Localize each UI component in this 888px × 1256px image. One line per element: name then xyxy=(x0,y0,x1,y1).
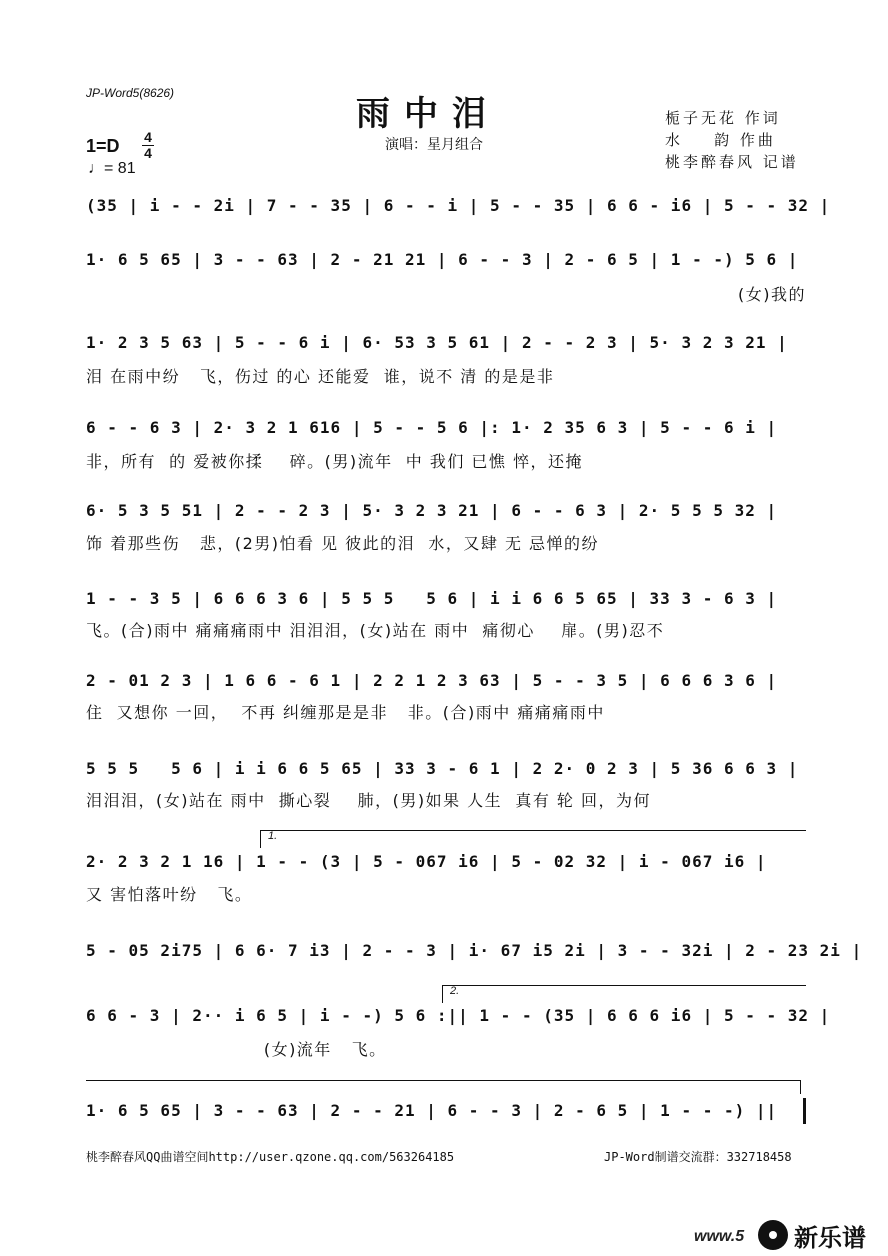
time-signature xyxy=(142,131,154,160)
lyric-row-11: (女)流年 飞。 xyxy=(86,1040,387,1059)
score-row-9: 2· 2 3 2 1 16 | 1 - - (3 | 5 - 067 i6 | 5 - 02 32 | i - 067 i6 | xyxy=(86,852,767,871)
score-row-5: 6· 5 3 5 51 | 2 - - 2 3 | 5· 3 2 3 21 | 6 - - 6 3 | 2· 5 5 5 32 | xyxy=(86,501,778,520)
composer-credit: 水 韵 作曲 xyxy=(665,131,776,149)
software-label: JP-Word5(8626) xyxy=(86,86,175,100)
score-row-7: 2 - 01 2 3 | 1 6 6 - 6 1 | 2 2 1 2 3 63 | 5 - - 3 5 | 6 6 6 3 6 | xyxy=(86,671,778,690)
lyric-row-4: 非，所有 的 爱被你揉 碎。(男)流年 中 我们 已憔 悴，还掩 xyxy=(86,452,584,471)
transcriber-credit: 桃李醉春风 记谱 xyxy=(665,153,799,171)
singer-credit: 演唱：星月组合 xyxy=(385,137,483,153)
lyric-row-9: 又 害怕落叶纷 飞。 xyxy=(86,885,253,904)
score-row-2: 1· 6 5 65 | 3 - - 63 | 2 - 21 21 | 6 - - 3 | 2 - 6 5 | 1 - -) 5 6 | xyxy=(86,250,799,269)
final-barline xyxy=(803,1098,806,1124)
time-bottom: 4 xyxy=(144,145,152,161)
tempo-mark xyxy=(88,160,136,178)
lyric-row-2: (女)我的 xyxy=(738,285,806,304)
song-title: 雨中泪 xyxy=(356,94,500,134)
score-row-3: 1· 2 3 5 63 | 5 - - 6 i | 6· 53 3 5 61 | 2 - - 2 3 | 5· 3 2 3 21 | xyxy=(86,333,788,352)
lyric-row-5: 饰 着那些伤 悲，(2男)怕看 见 彼此的泪 水，又肆 无 忌惮的纷 xyxy=(86,534,600,553)
score-row-11: 6 6 - 3 | 2·· i 6 5 | i - -) 5 6 :|| 1 - - (35 | 6 6 6 i6 | 5 - - 32 | xyxy=(86,1006,831,1025)
key-signature: 1=D xyxy=(86,136,120,156)
score-row-6: 1 - - 3 5 | 6 6 6 3 6 | 5 5 5 5 6 | i i 6 6 5 65 | 33 3 - 6 3 | xyxy=(86,589,778,608)
lyric-row-8: 泪泪泪，(女)站在 雨中 撕心裂 肺，(男)如果 人生 真有 轮 回，为何 xyxy=(86,791,652,810)
volta-1-bracket xyxy=(260,830,806,831)
volta-2-hook xyxy=(442,985,443,1003)
watermark-url: www.5 xyxy=(694,1228,745,1245)
volta-2-label: 2. xyxy=(450,985,460,997)
tempo-value: = 81 xyxy=(104,160,136,177)
lyric-row-7: 住 又想你 一回， 不再 纠缠那是是非 非。(合)雨中 痛痛痛雨中 xyxy=(86,703,605,722)
score-row-8: 5 5 5 5 6 | i i 6 6 5 65 | 33 3 - 6 1 | 2 2· 0 2 3 | 5 36 6 6 3 | xyxy=(86,759,799,778)
score-row-10: 5 - 05 2i75 | 6 6· 7 i3 | 2 - - 3 | i· 67 i5 2i | 3 - - 32i | 2 - 23 2i | xyxy=(86,941,863,960)
lyric-row-6: 飞。(合)雨中 痛痛痛雨中 泪泪泪，(女)站在 雨中 痛彻心 扉。(男)忍不 xyxy=(86,621,665,640)
time-top: 4 xyxy=(144,129,152,145)
score-row-1: (35 | i - - 2i | 7 - - 35 | 6 - - i | 5 - - 35 | 6 6 - i6 | 5 - - 32 | xyxy=(86,196,831,215)
score-row-4: 6 - - 6 3 | 2· 3 2 1 616 | 5 - - 5 6 |: 1· 2 35 6 3 | 5 - - 6 i | xyxy=(86,418,778,437)
final-system-hook xyxy=(800,1080,801,1094)
volta-2-bracket xyxy=(442,985,806,986)
lyricist-credit: 栀子无花 作词 xyxy=(665,109,781,127)
quarter-note-icon: ♩ xyxy=(88,160,104,177)
volta-1-hook xyxy=(260,830,261,848)
score-row-12: 1· 6 5 65 | 3 - - 63 | 2 - - 21 | 6 - - 3 | 2 - 6 5 | 1 - - -) || xyxy=(86,1101,778,1120)
footer-left: 桃李醉春风QQ曲谱空间http://user.qzone.qq.com/563264185 xyxy=(86,1150,455,1164)
record-disc-icon xyxy=(758,1220,788,1250)
watermark-brand: 新乐谱 xyxy=(794,1224,866,1252)
volta-1-label: 1. xyxy=(268,830,278,842)
footer-right: JP-Word制谱交流群：332718458 xyxy=(604,1150,792,1164)
lyric-row-3: 泪 在雨中纷 飞，伤过 的心 还能爱 谁，说不 清 的是是非 xyxy=(86,367,555,386)
final-system-rule xyxy=(86,1080,800,1081)
